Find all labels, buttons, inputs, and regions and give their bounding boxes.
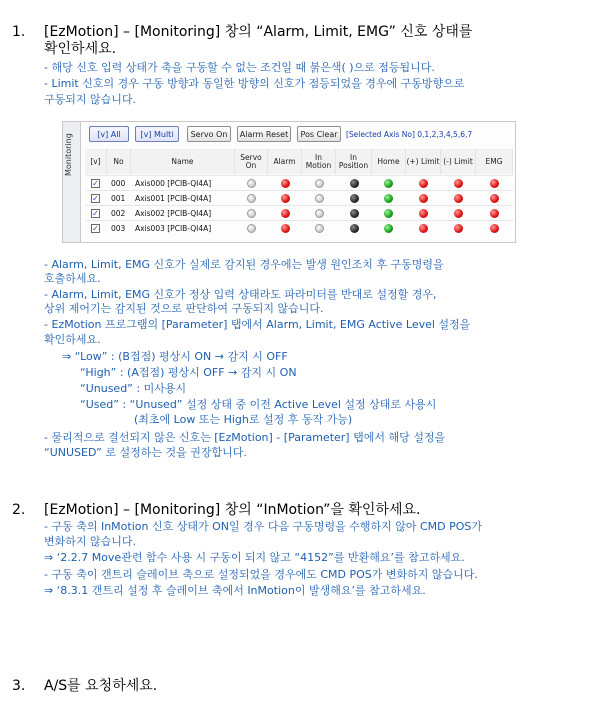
section1-note: 구동되지 않습니다. — [44, 93, 137, 106]
minus-limit-led — [454, 224, 463, 233]
in-motion-led — [315, 194, 324, 203]
row-checkbox[interactable]: ✓ — [92, 209, 99, 218]
section2-title: [EzMotion] – [Monitoring] 창의 “InMotion”을 확인하세요. — [44, 502, 421, 518]
minus-limit-led — [454, 209, 463, 218]
minus-limit-led — [454, 179, 463, 188]
in-position-led — [350, 209, 359, 218]
active-level-used: “Used” : “Unused” 설정 상태 중 이전 Active Level 설정 상태로 사용시 — [80, 398, 437, 411]
axis-no: 003 — [111, 224, 126, 233]
axis-name: Axis001 [PCIB-QI4A] — [135, 194, 212, 203]
servo-on-led — [247, 179, 256, 188]
axis-row[interactable] — [85, 205, 513, 220]
alarm-reset-button[interactable]: Alarm Reset — [237, 126, 291, 142]
section2-note: - 구동 축이 갠트리 슬레이브 축으로 설정되었을 경우에도 CMD POS가 변화하지 않습니다. — [44, 568, 478, 581]
monitoring-panel — [62, 121, 516, 243]
servo-on-led — [247, 194, 256, 203]
axis-name: Axis003 [PCIB-QI4A] — [135, 224, 212, 233]
col-alarm: Alarm — [268, 149, 302, 174]
col-servo-on: Servo On — [235, 149, 268, 174]
col-plus-limit: (+) Limit — [406, 149, 441, 174]
section3-number: 3. — [12, 678, 26, 694]
section1-note: 호출하세요. — [44, 272, 101, 285]
axis-no: 000 — [111, 179, 126, 188]
section1-note: “UNUSED” 로 설정하는 것을 권장합니다. — [44, 446, 247, 459]
plus-limit-led — [419, 194, 428, 203]
section1-title-line1: [EzMotion] – [Monitoring] 창의 “Alarm, Limit, EMG” 신호 상태를 — [44, 24, 473, 40]
section2-number: 2. — [12, 502, 26, 518]
active-level-low: ⇒ “Low” : (B접점) 평상시 ON → 감지 시 OFF — [62, 350, 288, 363]
section1-note: - Limit 신호의 경우 구동 방향과 동일한 방향의 신호가 점등되었을 경우에 구동방향으로 — [44, 77, 465, 90]
section2-note: - 구동 축의 InMotion 신호 상태가 ON일 경우 다음 구동명령을 수행하지 않아 CMD POS가 — [44, 520, 483, 533]
section1-note: - Alarm, Limit, EMG 신호가 정상 입력 상태라도 파라미터를 반대로 설정할 경우, — [44, 288, 437, 301]
pos-clear-button[interactable]: Pos Clear — [297, 126, 341, 142]
section1-number: 1. — [12, 24, 26, 40]
home-led — [384, 209, 393, 218]
section1-note: - EzMotion 프로그램의 [Parameter] 탭에서 Alarm, Limit, EMG Active Level 설정을 — [44, 318, 471, 331]
col-in-motion: In Motion — [302, 149, 336, 174]
active-level-used-note: (최초에 Low 또는 High로 설정 후 동작 가능) — [134, 413, 353, 426]
plus-limit-led — [419, 179, 428, 188]
selected-axis-label: [Selected Axis No] 0,1,2,3,4,5,6,7 — [346, 130, 473, 139]
emg-led — [490, 209, 499, 218]
select-multi-button[interactable]: [v] Multi — [135, 126, 179, 142]
home-led — [384, 224, 393, 233]
plus-limit-led — [419, 209, 428, 218]
col-minus-limit: (-) Limit — [441, 149, 476, 174]
alarm-led — [281, 194, 290, 203]
emg-led — [490, 179, 499, 188]
in-position-led — [350, 179, 359, 188]
active-level-unused: “Unused” : 미사용시 — [80, 382, 187, 395]
section2-note: ⇒ ‘8.3.1 갠트리 설정 후 슬레이브 축에서 InMotion이 발생해요’를 참고하세요. — [44, 584, 426, 597]
axis-no: 002 — [111, 209, 126, 218]
emg-led — [490, 224, 499, 233]
home-led — [384, 194, 393, 203]
axis-grid — [85, 149, 513, 240]
col-emg: EMG — [476, 149, 513, 174]
axis-row[interactable] — [85, 220, 513, 235]
section2-note: ⇒ ‘2.2.7 Move관련 함수 사용 시 구동이 되지 않고 “4152”를 반환해요’를 참고하세요. — [44, 551, 465, 564]
in-position-led — [350, 224, 359, 233]
col-name: Name — [131, 149, 235, 174]
col-check: [v] — [85, 149, 107, 174]
in-motion-led — [315, 179, 324, 188]
alarm-led — [281, 179, 290, 188]
section2-note: 변화하지 않습니다. — [44, 535, 137, 548]
row-checkbox[interactable]: ✓ — [92, 179, 99, 188]
axis-row[interactable] — [85, 190, 513, 205]
axis-name: Axis000 [PCIB-QI4A] — [135, 179, 212, 188]
minus-limit-led — [454, 194, 463, 203]
section3-title: A/S를 요청하세요. — [44, 678, 158, 694]
section1-note: - Alarm, Limit, EMG 신호가 실제로 감지된 경우에는 발생 원인조치 후 구동명령을 — [44, 258, 444, 271]
plus-limit-led — [419, 224, 428, 233]
section1-note: - 물리적으로 결선되지 않은 신호는 [EzMotion] - [Parameter] 탭에서 해당 설정을 — [44, 431, 446, 444]
in-position-led — [350, 194, 359, 203]
alarm-led — [281, 224, 290, 233]
section1-note: 상위 제어기는 감지된 것으로 판단하여 구동되지 않습니다. — [44, 302, 324, 315]
servo-on-led — [247, 209, 256, 218]
monitoring-tab-label: Monitoring — [64, 133, 73, 176]
axis-no: 001 — [111, 194, 126, 203]
col-no: No — [107, 149, 131, 174]
select-all-button[interactable]: [v] All — [89, 126, 129, 142]
row-checkbox[interactable]: ✓ — [92, 224, 99, 233]
col-in-position: In Position — [336, 149, 372, 174]
col-home: Home — [372, 149, 406, 174]
alarm-led — [281, 209, 290, 218]
row-checkbox[interactable]: ✓ — [92, 194, 99, 203]
section1-note: - 해당 신호 입력 상태가 축을 구동할 수 없는 조건일 때 붉은색( )으로 점등됩니다. — [44, 61, 435, 74]
in-motion-led — [315, 209, 324, 218]
axis-row[interactable] — [85, 175, 513, 190]
section1-title-line2: 확인하세요. — [44, 41, 117, 57]
servo-on-led — [247, 224, 256, 233]
active-level-high: “High” : (A접점) 평상시 OFF → 감지 시 ON — [80, 366, 297, 379]
section1-note: 확인하세요. — [44, 333, 101, 346]
axis-name: Axis002 [PCIB-QI4A] — [135, 209, 212, 218]
monitoring-tab[interactable] — [63, 122, 81, 242]
in-motion-led — [315, 224, 324, 233]
emg-led — [490, 194, 499, 203]
servo-on-button[interactable]: Servo On — [187, 126, 231, 142]
home-led — [384, 179, 393, 188]
